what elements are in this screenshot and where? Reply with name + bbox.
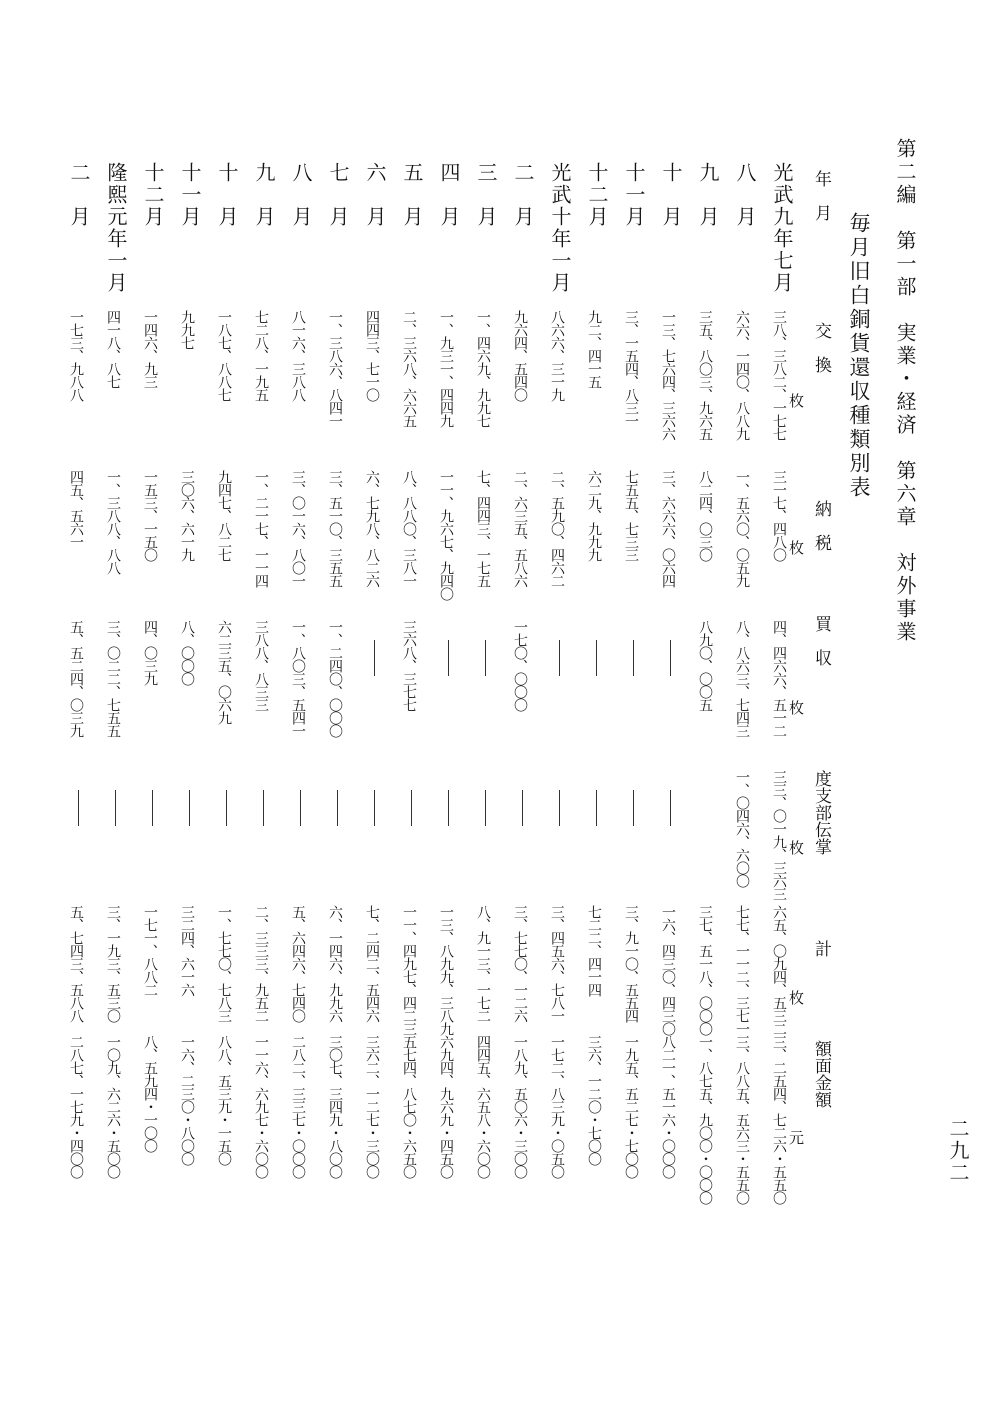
cell-exchange: 一四六、九三: [142, 310, 158, 388]
dash-purchase: [596, 640, 597, 676]
cell-total: 一、七七〇、七八三: [216, 905, 232, 1022]
cell-tax: 七五五、七三三: [623, 470, 639, 561]
row-label: 九 月: [696, 162, 720, 228]
cell-tax: 二、五九〇、四六二: [549, 470, 565, 587]
column-header-exchange: 交 換: [811, 322, 831, 373]
cell-tax: 二、六三五、五八六: [512, 470, 528, 587]
row-label: 十一月: [178, 162, 202, 228]
cell-total: 七二二、四一四: [586, 905, 602, 996]
dash-purchase: [633, 640, 634, 676]
unit-mai-purchase: 枚: [787, 700, 805, 715]
cell-total: 五、六四六、七四〇: [290, 905, 306, 1022]
cell-total: 三七、五一八、〇〇〇: [697, 905, 713, 1035]
dash-purchase: [670, 640, 671, 676]
cell-tax: 八、八八〇、三八一: [401, 470, 417, 587]
page-number: 二九二: [946, 1118, 970, 1184]
column-header-purchase: 買 収: [811, 615, 831, 666]
row-label: 八 月: [733, 162, 757, 228]
row-label: 二 月: [67, 162, 91, 228]
running-head: 第二編 第一部 実業・経済 第六章 対外事業: [893, 138, 917, 644]
dash-takji: [448, 790, 449, 826]
cell-purchase: 八、八六三、七四三: [734, 620, 750, 737]
cell-tax: 九四七、八二七: [216, 470, 232, 561]
row-label: 十一月: [622, 162, 646, 228]
cell-tax: 一五三、一五〇: [142, 470, 158, 561]
dash-takji: [633, 790, 634, 826]
row-label: 光武九年七月: [770, 162, 794, 294]
row-label: 十 月: [659, 162, 683, 228]
cell-exchange: 九六四、五四〇: [512, 310, 528, 401]
cell-purchase: 三、〇二二、七五五: [105, 620, 121, 737]
cell-exchange: 九二、四一五: [586, 310, 602, 388]
cell-tax: 七、四四三、一七五: [475, 470, 491, 587]
column-header-takji: 度支部伝掌: [811, 770, 831, 855]
dash-takji: [411, 790, 412, 826]
cell-face: 三、八八五、五六三・五五〇: [734, 1035, 750, 1204]
cell-tax: 一一、九六七、九四〇: [438, 470, 454, 600]
cell-face: 一、八七五、九〇〇・〇〇〇: [697, 1035, 713, 1204]
row-label: 九 月: [252, 162, 276, 228]
cell-exchange: 八一六、三八八: [290, 310, 306, 401]
unit-mai-takji: 枚: [787, 840, 805, 855]
dash-purchase: [559, 640, 560, 676]
cell-face: 八八、五三九・一五〇: [216, 1035, 232, 1165]
dash-takji: [189, 790, 190, 826]
cell-tax: 八二四、〇三〇: [697, 470, 713, 561]
cell-face: 六九四、九六九・四五〇: [438, 1035, 454, 1178]
dash-takji: [374, 790, 375, 826]
cell-purchase: 三八八、八三三: [253, 620, 269, 711]
cell-tax: 一、三八八、八八: [105, 470, 121, 574]
row-label: 四 月: [437, 162, 461, 228]
cell-total: 一一、四九七、四二三: [401, 905, 417, 1035]
cell-exchange: 八六六、三一九: [549, 310, 565, 401]
cell-total: 七、二四二、五四六: [364, 905, 380, 1022]
cell-tax: 三一七、四八〇: [771, 470, 787, 561]
dash-takji: [559, 790, 560, 826]
dash-takji: [152, 790, 153, 826]
cell-face: 三、二五四、七二六・五五〇: [771, 1035, 787, 1204]
row-label: 七 月: [326, 162, 350, 228]
cell-total: 三、七七〇、一二六: [512, 905, 528, 1022]
unit-mai-total: 枚: [787, 990, 805, 1005]
cell-exchange: 一、三八六、八四一: [327, 310, 343, 427]
dash-takji: [596, 790, 597, 826]
cell-total: 六、一四六、九九六: [327, 905, 343, 1022]
row-label: 五 月: [400, 162, 424, 228]
cell-face: 一八九、五〇六・三〇〇: [512, 1035, 528, 1178]
cell-face: 八二一、五一六・〇〇〇: [660, 1035, 676, 1178]
row-label: 八 月: [289, 162, 313, 228]
cell-face: 二八二、三三七・〇〇〇: [290, 1035, 306, 1178]
dash-takji: [522, 790, 523, 826]
dash-takji: [78, 790, 79, 826]
dash-takji: [226, 790, 227, 826]
cell-total: 一七一、八八二: [142, 905, 158, 996]
cell-purchase: 一七〇、〇〇〇: [512, 620, 528, 711]
cell-face: 三六二、一二七・三〇〇: [364, 1035, 380, 1178]
dash-takji: [300, 790, 301, 826]
row-label: 二 月: [511, 162, 535, 228]
cell-face: 一六、二三〇・八〇〇: [179, 1035, 195, 1165]
cell-total: 三、一九三、五三〇: [105, 905, 121, 1022]
cell-tax: 六、七九八、八二六: [364, 470, 380, 587]
cell-exchange: 七二八、一九五: [253, 310, 269, 401]
cell-purchase: 一、八〇三、五四一: [290, 620, 306, 737]
cell-total: 八、九一三、一七二: [475, 905, 491, 1022]
cell-purchase: 一、二四〇、〇〇〇: [327, 620, 343, 737]
row-label: 十二月: [585, 162, 609, 228]
unit-yen-face: 元: [787, 1130, 805, 1145]
cell-face: 一七二、八三九・〇五〇: [549, 1035, 565, 1178]
cell-face: 八、五九四・一〇〇: [142, 1035, 158, 1152]
row-label: 三 月: [474, 162, 498, 228]
cell-tax: 三、六六六、〇六四: [660, 470, 676, 587]
dash-takji: [115, 790, 116, 826]
cell-total: 三、四五六、七八一: [549, 905, 565, 1022]
cell-exchange: 一、九三一、四四九: [438, 310, 454, 427]
cell-total: 三、九一〇、五五四: [623, 905, 639, 1022]
cell-face: 五七四、八七〇・六五〇: [401, 1035, 417, 1178]
unit-mai-tax: 枚: [787, 540, 805, 555]
cell-purchase: 四、〇三九: [142, 620, 158, 685]
row-label: 隆熙元年一月: [104, 162, 128, 294]
cell-exchange: 一、四六九、九九七: [475, 310, 491, 427]
cell-takji: 三三、〇一九、三六三: [771, 770, 787, 900]
dash-purchase: [448, 640, 449, 676]
cell-purchase: 五、五二四、〇三九: [68, 620, 84, 737]
cell-tax: 三〇六、六一九: [179, 470, 195, 561]
cell-purchase: 六二三五、〇六九: [216, 620, 232, 724]
dash-purchase: [485, 640, 486, 676]
cell-tax: 三、五一〇、三五五: [327, 470, 343, 587]
cell-face: 二八七、一七九・四〇〇: [68, 1035, 84, 1178]
cell-purchase: 三六八、三七七: [401, 620, 417, 711]
cell-face: 三六、一二〇・七〇〇: [586, 1035, 602, 1165]
cell-face: 三〇七、三四九・八〇〇: [327, 1035, 343, 1178]
cell-exchange: 九九七: [179, 310, 195, 349]
cell-face: 一〇九、六二六・五〇〇: [105, 1035, 121, 1178]
cell-face: 一一六、六九七・六〇〇: [253, 1035, 269, 1178]
cell-exchange: 一三、七六四、三六六: [660, 310, 676, 440]
row-label: 十 月: [215, 162, 239, 228]
dash-purchase: [374, 640, 375, 676]
cell-total: 三二四、六一六: [179, 905, 195, 996]
cell-takji: 一、〇四六、六〇〇: [734, 770, 750, 887]
column-header-tax: 納 税: [811, 500, 831, 551]
unit-mai-exchange: 枚: [787, 393, 805, 408]
dash-takji: [263, 790, 264, 826]
dash-takji: [337, 790, 338, 826]
cell-face: 四四五、六五八・六〇〇: [475, 1035, 491, 1178]
cell-face: 一九五、五二七・七〇〇: [623, 1035, 639, 1178]
cell-exchange: 一七三、九八八: [68, 310, 84, 401]
cell-total: 一六、四三〇、四三〇: [660, 905, 676, 1035]
cell-total: 五、七四三、五八八: [68, 905, 84, 1022]
column-header-month: 年 月: [811, 170, 831, 221]
cell-total: 六五、〇九四、五三二: [771, 905, 787, 1035]
row-label: 六 月: [363, 162, 387, 228]
dash-takji: [485, 790, 486, 826]
cell-total: 一三、八九九、三八九: [438, 905, 454, 1035]
cell-exchange: 三、一五四、八三一: [623, 310, 639, 427]
cell-tax: 四五、五六一: [68, 470, 84, 548]
cell-exchange: 四一八、八七: [105, 310, 121, 388]
cell-purchase: 四、四六六、五一二: [771, 620, 787, 737]
cell-exchange: 二、三六八、六六五: [401, 310, 417, 427]
cell-tax: 三、〇一六、八〇一: [290, 470, 306, 587]
cell-exchange: 三五、八〇三、九六五: [697, 310, 713, 440]
cell-exchange: 四四三、七一〇: [364, 310, 380, 401]
cell-purchase: 八、〇〇〇: [179, 620, 195, 685]
column-header-total: 計: [811, 940, 831, 957]
table-title: 毎月旧白銅貨還収種類別表: [847, 212, 871, 500]
row-label: 光武十年一月: [548, 162, 572, 294]
row-label: 十二月: [141, 162, 165, 228]
cell-tax: 六二九、九九九: [586, 470, 602, 561]
cell-tax: 一、五六〇、〇五九: [734, 470, 750, 587]
cell-exchange: 一八七、八八七: [216, 310, 232, 401]
cell-total: 七七、一一二、三七一: [734, 905, 750, 1035]
dash-takji: [670, 790, 671, 826]
cell-total: 二、三三三、九五二: [253, 905, 269, 1022]
column-header-face: 額面金額: [811, 1040, 831, 1108]
cell-tax: 一、二一七、一一四: [253, 470, 269, 587]
cell-exchange: 六六、一四〇、八八九: [734, 310, 750, 440]
cell-exchange: 三八、三八二、一七七: [771, 310, 787, 440]
cell-purchase: 八九〇、〇〇五: [697, 620, 713, 711]
